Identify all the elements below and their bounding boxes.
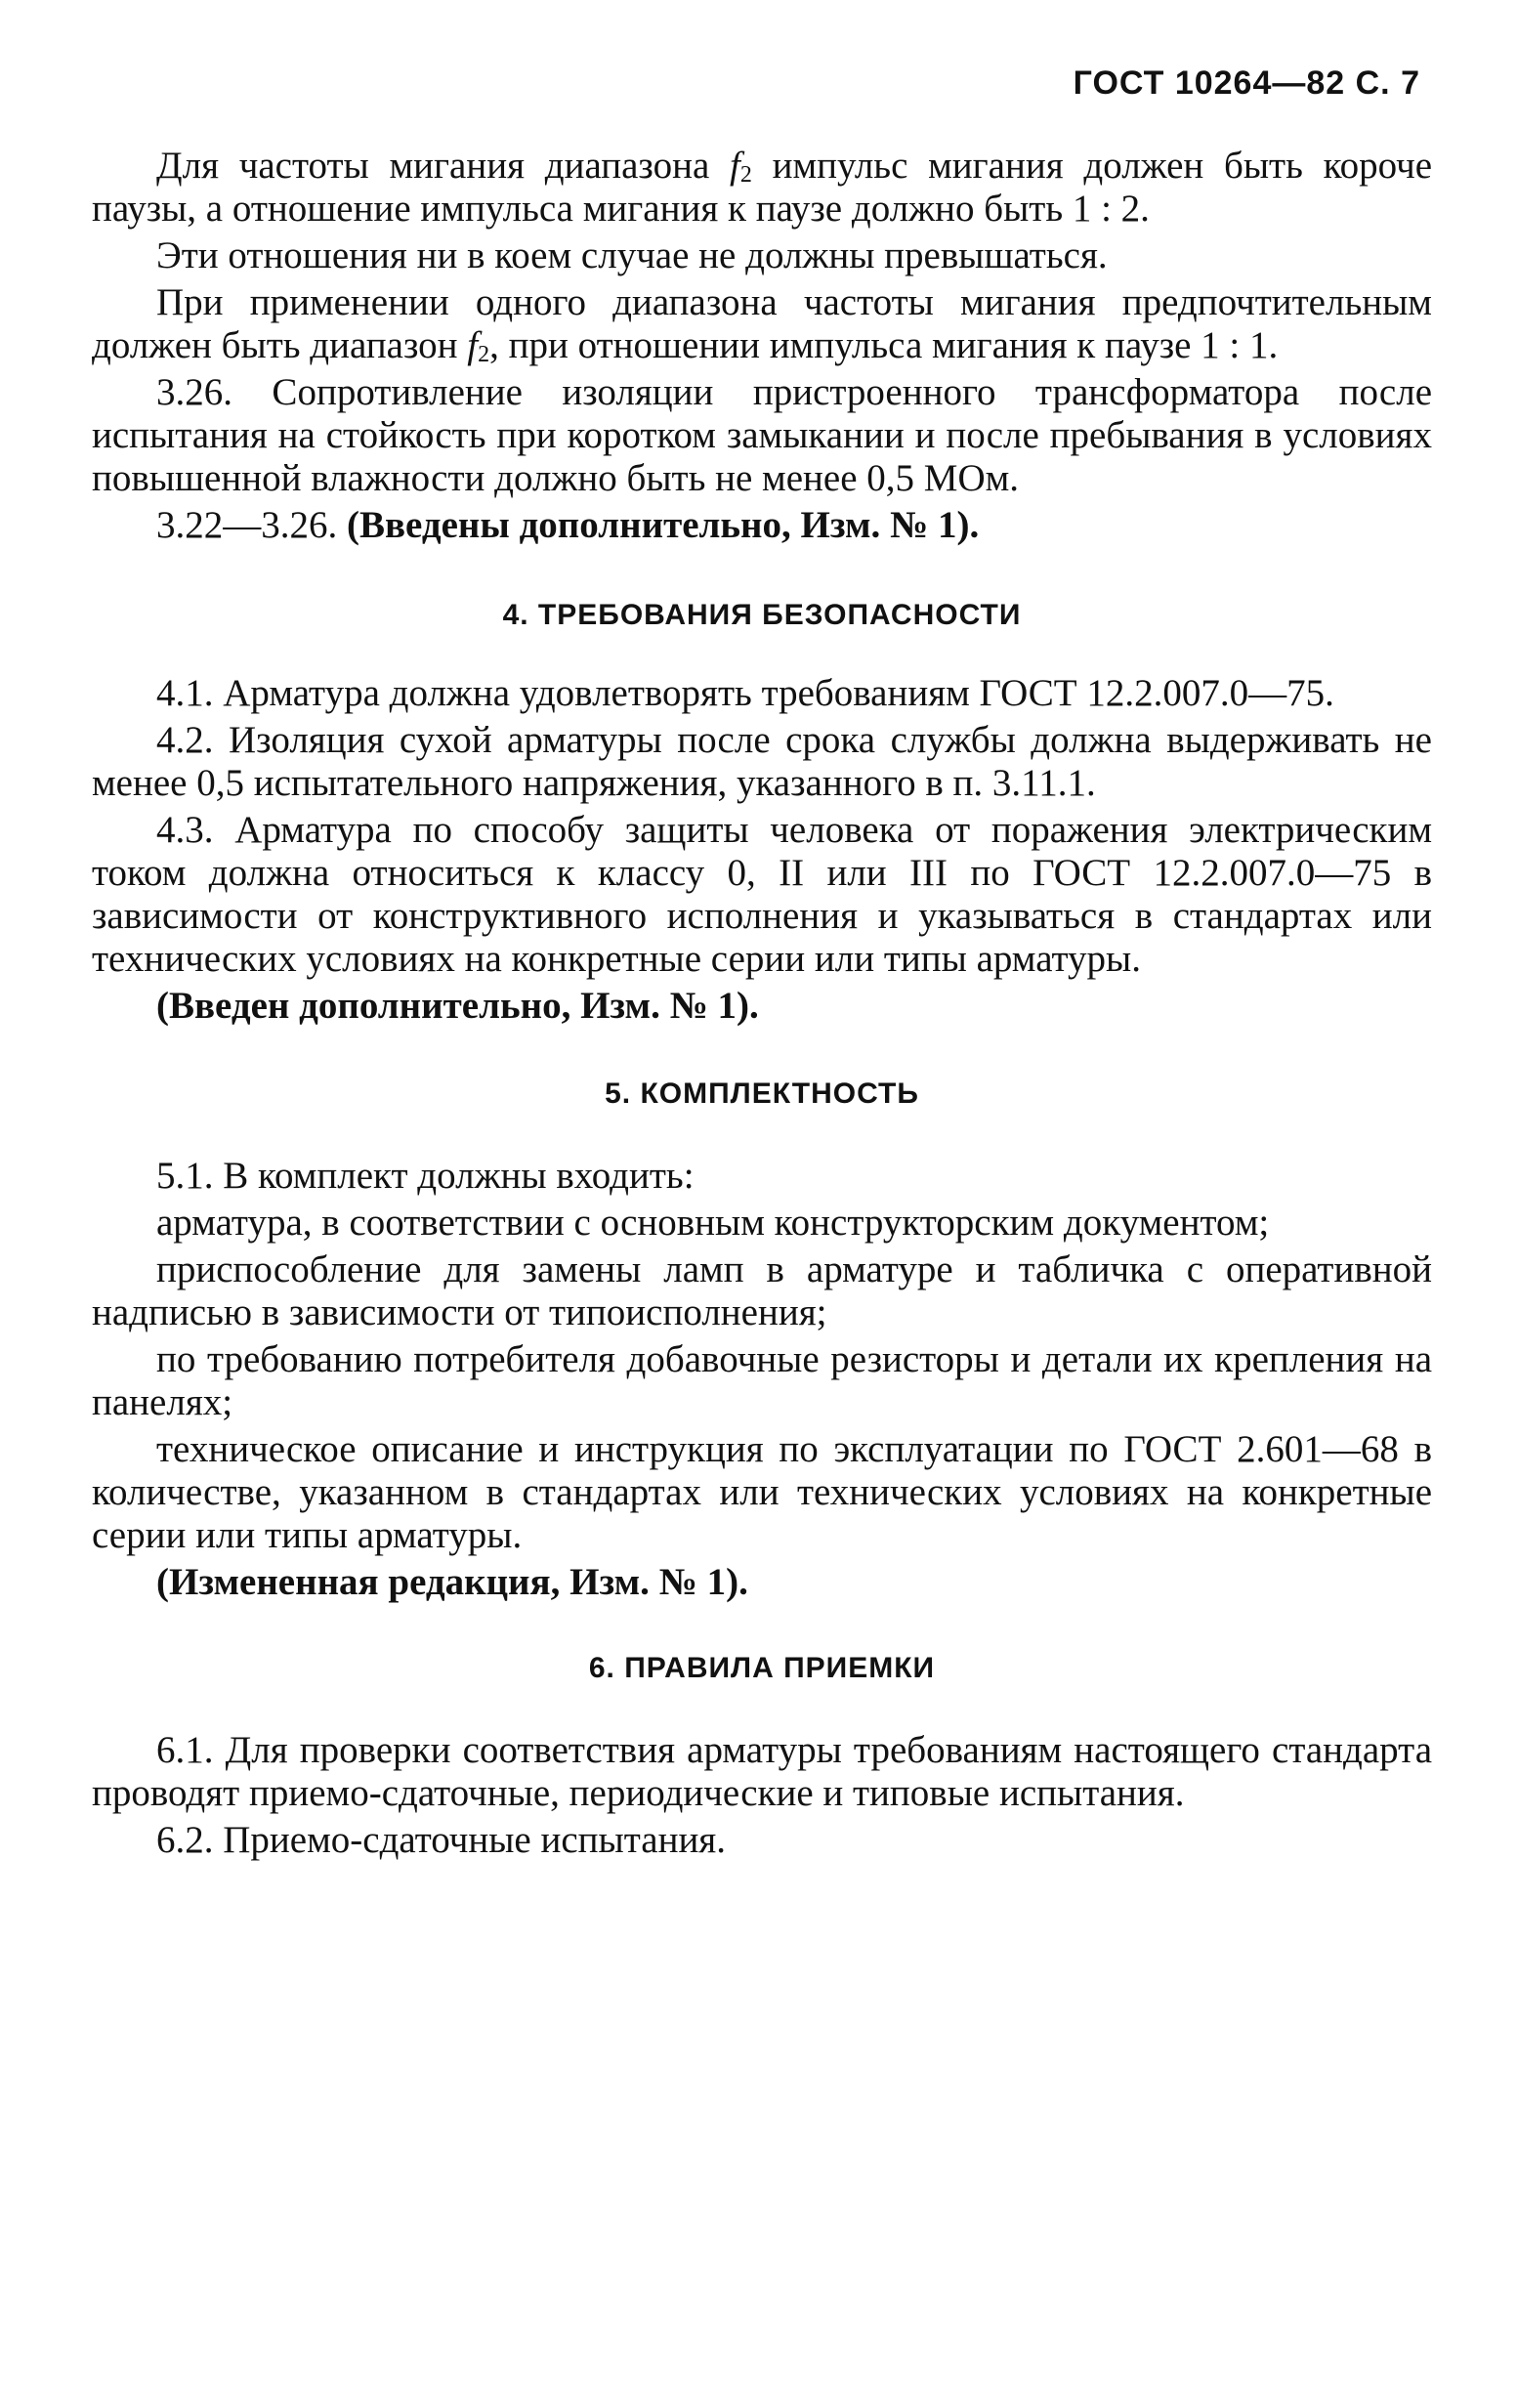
paragraph-4-1: 4.1. Арматура должна удовлетворять требованиям ГОСТ 12.2.007.0—75. bbox=[156, 672, 1334, 714]
document-page bbox=[92, 0, 1432, 2408]
amendment-note: (Измененная редакция, Изм. № 1). bbox=[156, 1561, 748, 1603]
paragraph-3-26: 3.26. Сопротивление изоляции пристроенного трансформатора после испытания на стойкость при коротком замыкании и после пребывания в условиях повышенной влажности должно быть не менее 0,5 МОм. bbox=[92, 371, 1432, 499]
paragraph-4-2: 4.2. Изоляция сухой арматуры после срока службы должна выдерживать не менее 0,5 испытательного напряжения, указанного в п. 3.11.1. bbox=[92, 719, 1432, 804]
paragraph-6-1: 6.1. Для проверки соответствия арматуры требованиям настоящего стандарта проводят приемо-сдаточные, периодические и типовые испытания. bbox=[92, 1729, 1432, 1814]
paragraph-4-3: 4.3. Арматура по способу защиты человека от поражения электрическим током должна относиться к классу 0, II или III по ГОСТ 12.2.007.0—75 в зависимости от конструктивного исполнения и указываться в стандартах или технических условиях на конкретные серии или типы арматуры. bbox=[92, 809, 1432, 980]
subscript: 2 bbox=[739, 162, 752, 188]
section-4-heading: 4. ТРЕБОВАНИЯ БЕЗОПАСНОСТИ bbox=[502, 599, 1022, 631]
paragraph-3-22-3-26-note: 3.22—3.26. (Введены дополнительно, Изм. № 1). bbox=[156, 504, 980, 546]
paragraph-single-range: При применении одного диапазона частоты мигания предпочтительным должен быть диапазон $f_2$, при отношении импульса мигания к паузе 1 : 1. bbox=[92, 281, 1432, 367]
section-5-heading: 5. КОМПЛЕКТНОСТЬ bbox=[605, 1077, 919, 1110]
symbol-f: f bbox=[467, 324, 479, 366]
list-item-resistors: по требованию потребителя добавочные резисторы и детали их крепления на панелях; bbox=[92, 1338, 1432, 1423]
amendment-note: (Введен дополнительно, Изм. № 1). bbox=[156, 985, 759, 1027]
paragraph-ratios: Эти отношения ни в коем случае не должны превышаться. bbox=[156, 234, 1108, 276]
paragraph-5-1: 5.1. В комплект должны входить: bbox=[156, 1155, 695, 1197]
running-header: ГОСТ 10264—82 С. 7 bbox=[1073, 64, 1420, 102]
amendment-note: (Введены дополнительно, Изм. № 1). bbox=[347, 504, 980, 546]
paragraph-flash-frequency-f2: Для частоты мигания диапазона $f_2$ импульс мигания должен быть короче паузы, а отношение импульса мигания к паузе должно быть 1 : 2. bbox=[92, 145, 1433, 230]
list-item-manual: техническое описание и инструкция по эксплуатации по ГОСТ 2.601—68 в количестве, указанном в стандартах или технических условиях на конкретные серии или типы арматуры. bbox=[92, 1428, 1432, 1556]
section-6-heading: 6. ПРАВИЛА ПРИЕМКИ bbox=[588, 1652, 936, 1684]
list-item-fixture: арматура, в соответствии с основным конструкторским документом; bbox=[156, 1202, 1270, 1244]
subscript: 2 bbox=[478, 342, 490, 367]
document-body bbox=[92, 145, 1432, 1862]
paragraph-6-2: 6.2. Приемо-сдаточные испытания. bbox=[156, 1819, 727, 1861]
list-item-lamp-tool: приспособление для замены ламп в арматуре и табличка с оперативной надписью в зависимости от типоисполнения; bbox=[92, 1248, 1432, 1333]
symbol-f: f bbox=[730, 145, 740, 187]
